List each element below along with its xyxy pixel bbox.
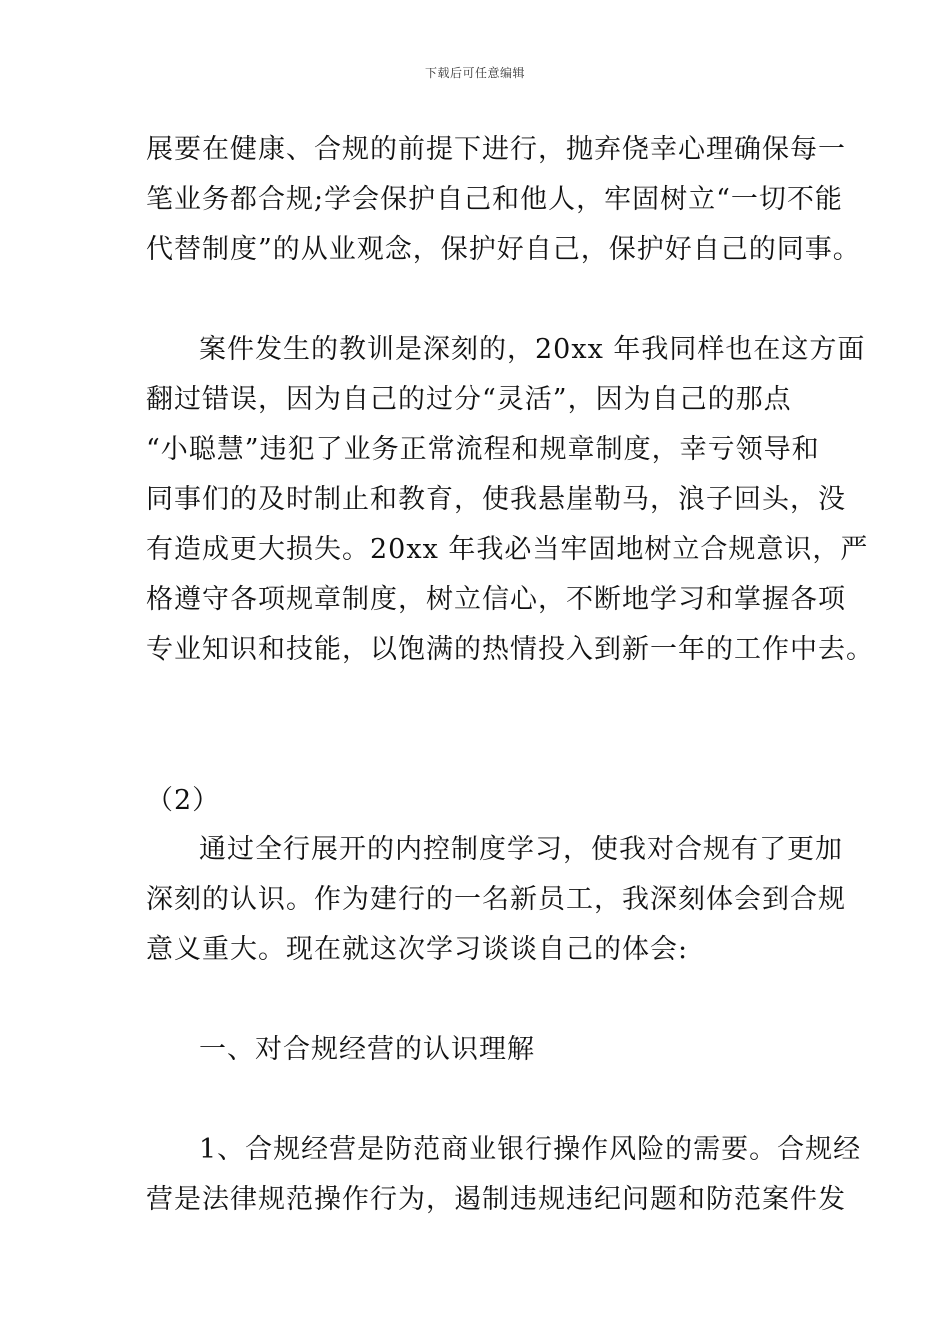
- paragraph-line: 深刻的认识。作为建行的一名新员工，我深刻体会到合规: [146, 884, 846, 915]
- section-number: （2）: [146, 785, 221, 816]
- paragraph-line: 同事们的及时制止和教育，使我悬崖勒马，浪子回头，没: [146, 484, 846, 515]
- header-note: 下载后可任意编辑: [424, 66, 525, 80]
- paragraph-line: 展要在健康、合规的前提下进行，抛弃侥幸心理确保每一: [146, 134, 846, 165]
- paragraph-line: 案件发生的教训是深刻的，20xx 年我同样也在这方面: [199, 334, 866, 365]
- paragraph-line: 通过全行展开的内控制度学习，使我对合规有了更加: [199, 834, 843, 865]
- paragraph-line: 1、合规经营是防范商业银行操作风险的需要。合规经: [199, 1134, 862, 1165]
- paragraph-line: 笔业务都合规;学会保护自己和他人，牢固树立“一切不能: [146, 184, 843, 215]
- paragraph-line: 代替制度”的从业观念，保护好自己，保护好自己的同事。: [146, 234, 861, 265]
- section-heading: 一、对合规经营的认识理解: [199, 1034, 535, 1065]
- paragraph-line: “小聪慧”违犯了业务正常流程和规章制度，幸亏领导和: [146, 434, 820, 465]
- paragraph-line: 专业知识和技能，以饱满的热情投入到新一年的工作中去。: [146, 634, 874, 665]
- paragraph-line: 格遵守各项规章制度，树立信心，不断地学习和掌握各项: [146, 584, 846, 615]
- paragraph-line: 有造成更大损失。20xx 年我必当牢固地树立合规意识，严: [146, 534, 869, 565]
- paragraph-line: 营是法律规范操作行为，遏制违规违纪问题和防范案件发: [146, 1184, 846, 1215]
- paragraph-line: 翻过错误，因为自己的过分“灵活”，因为自己的那点: [146, 384, 792, 415]
- paragraph-line: 意义重大。现在就这次学习谈谈自己的体会:: [146, 934, 689, 965]
